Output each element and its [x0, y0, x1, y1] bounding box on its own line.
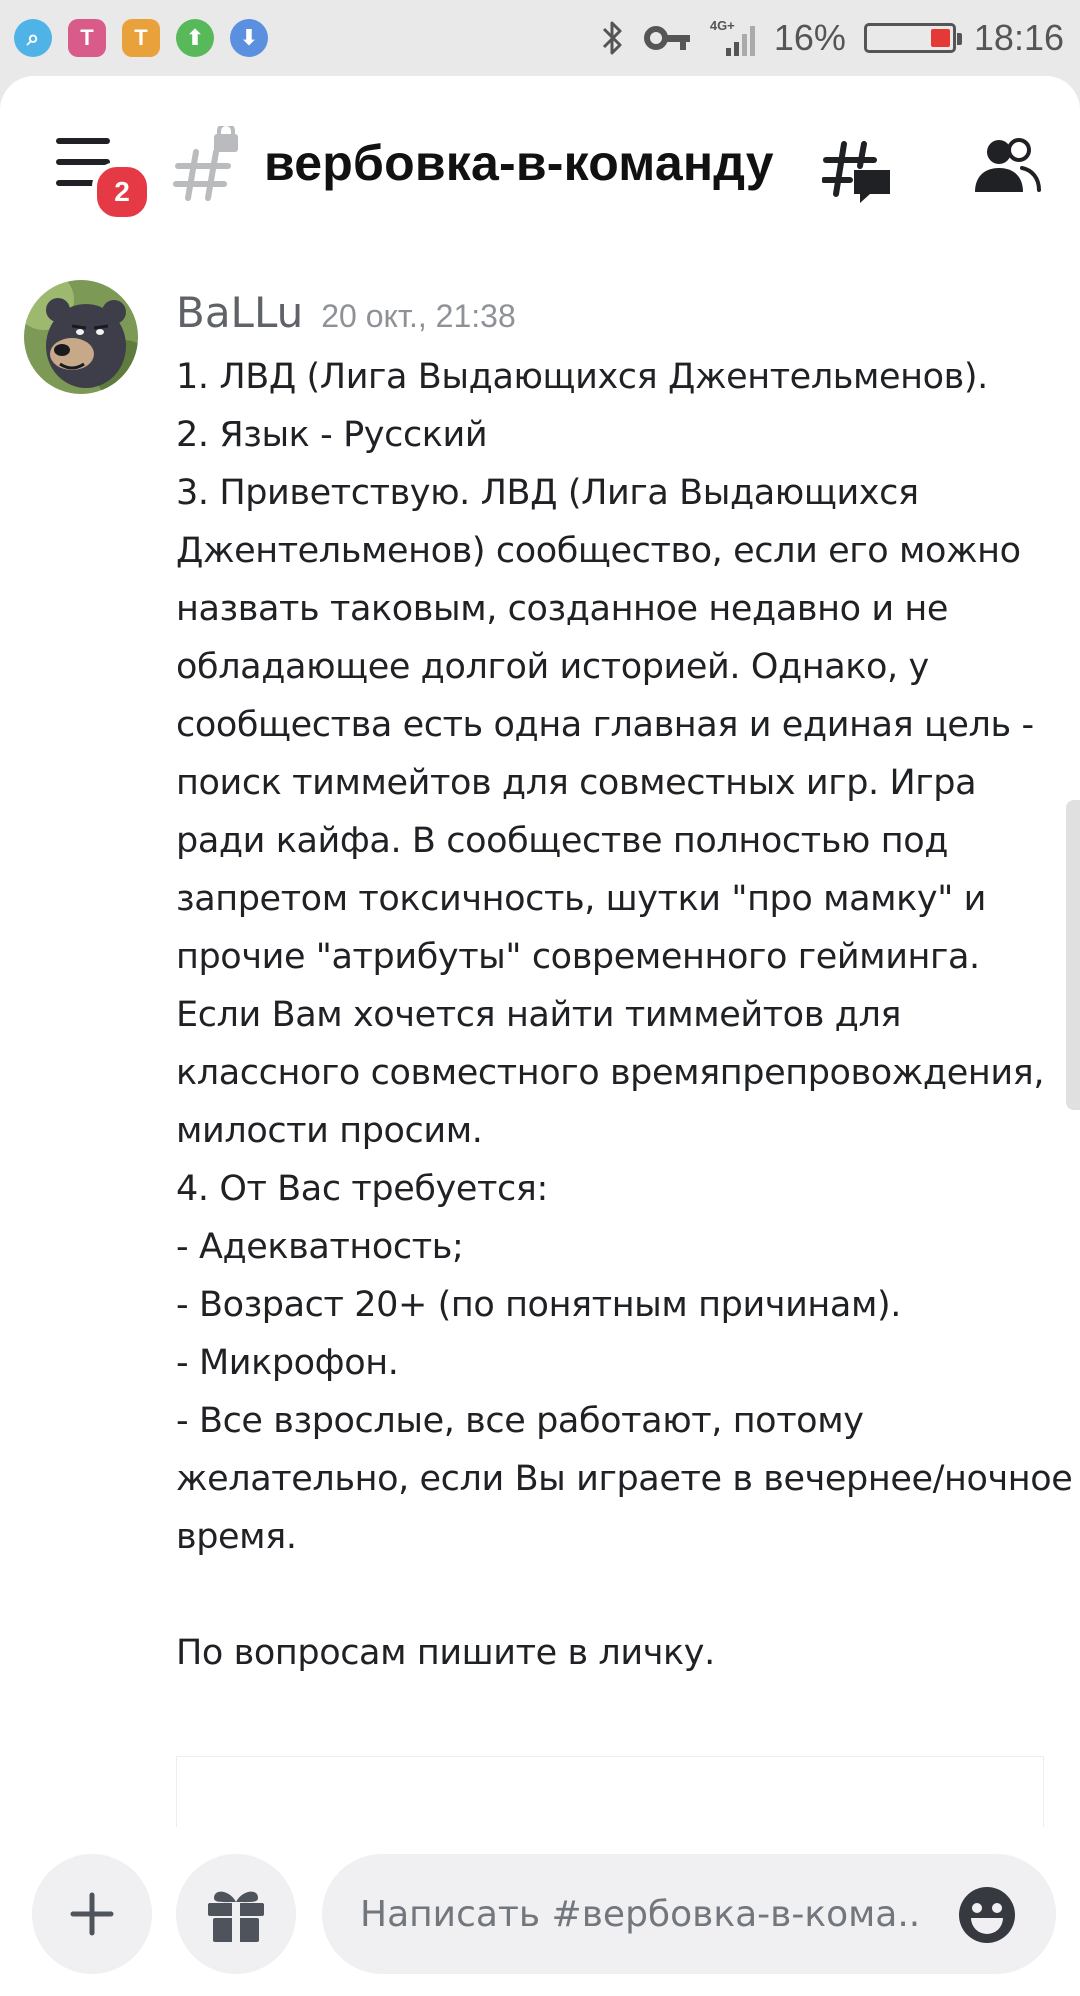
battery-icon — [864, 23, 956, 53]
menu-button[interactable] — [52, 134, 130, 207]
clock: 18:16 — [973, 17, 1064, 58]
message-composer — [0, 1840, 1080, 1996]
message-line: обладающее долгой историей. Однако, у — [176, 647, 929, 687]
message-timestamp: 20 окт., 21:38 — [321, 298, 516, 334]
message-author[interactable]: BaLLu — [176, 288, 304, 337]
message-line: желательно, если Вы играете в вечернее/ночное — [176, 1459, 1073, 1499]
message-line: 2. Язык - Русский — [176, 415, 488, 455]
paint-app-icon: T — [68, 19, 106, 57]
message-line: классного совместного времяпрепровождения, — [176, 1053, 1045, 1093]
message-line: 1. ЛВД (Лига Выдающихся Джентельменов). — [176, 357, 988, 397]
message-line: По вопросам пишите в личку. — [176, 1633, 715, 1673]
bear-avatar-icon — [24, 280, 138, 394]
avatar[interactable] — [24, 280, 138, 394]
search-app-icon: ⌕ — [14, 19, 52, 57]
gift-icon — [205, 1884, 267, 1944]
message-line: - Все взрослые, все работают, потому — [176, 1401, 864, 1441]
plus-icon — [69, 1891, 115, 1937]
network-type: 4G+ — [709, 18, 735, 33]
message-line — [176, 1566, 1056, 1624]
vpn-key-icon — [644, 23, 692, 53]
message-line: милости просим. — [176, 1111, 483, 1151]
members-icon[interactable] — [972, 136, 1042, 196]
message-header — [176, 288, 516, 337]
message-line: Если Вам хочется найти тиммейтов для — [176, 995, 902, 1035]
message-line: ради кайфа. В сообществе полностью под — [176, 821, 949, 861]
message-content — [176, 348, 1073, 1682]
channel-header — [0, 76, 1080, 246]
message-line: Джентельменов) сообщество, если его можно — [176, 531, 1021, 571]
status-bar-right — [600, 0, 1064, 76]
upload-app-icon: ⬆ — [176, 19, 214, 57]
message-line: - Адекватность; — [176, 1227, 464, 1267]
message-line: сообщества есть одна главная и единая цель - — [176, 705, 1034, 745]
bluetooth-icon — [600, 19, 626, 57]
message-embed — [176, 1756, 1044, 1827]
battery-level — [931, 29, 950, 47]
scrollbar-thumb[interactable] — [1066, 800, 1080, 1110]
emoji-icon[interactable] — [958, 1886, 1016, 1944]
signal-icon — [710, 18, 756, 58]
message-line: прочие "атрибуты" современного гейминга. — [176, 937, 980, 977]
unread-badge: 2 — [92, 162, 152, 222]
message-input-container[interactable] — [322, 1854, 1056, 1974]
locked-channel-hash-icon — [172, 126, 242, 206]
message-line: время. — [176, 1517, 297, 1557]
attach-button[interactable] — [32, 1854, 152, 1974]
download-app-icon: ⬇ — [230, 19, 268, 57]
message-line: запретом токсичность, шутки "про мамку" и — [176, 879, 986, 919]
message-line: 3. Приветствую. ЛВД (Лига Выдающихся — [176, 473, 919, 513]
message-line: 4. От Вас требуется: — [176, 1169, 548, 1209]
message-line: поиск тиммейтов для совместных игр. Игра — [176, 763, 977, 803]
battery-percent: 16% — [773, 17, 846, 58]
gift-button[interactable] — [176, 1854, 296, 1974]
notification-icons — [0, 19, 268, 57]
threads-icon[interactable] — [822, 130, 894, 210]
channel-name: вербовка-в-команду — [264, 135, 774, 191]
status-bar — [0, 0, 1080, 76]
message-input[interactable] — [358, 1893, 922, 1936]
channel-panel — [0, 76, 1080, 1920]
message-line: назвать таковым, созданное недавно и не — [176, 589, 949, 629]
paint-app-icon-2: T — [122, 19, 160, 57]
message-line: - Микрофон. — [176, 1343, 399, 1383]
message-line: - Возраст 20+ (по понятным причинам). — [176, 1285, 901, 1325]
